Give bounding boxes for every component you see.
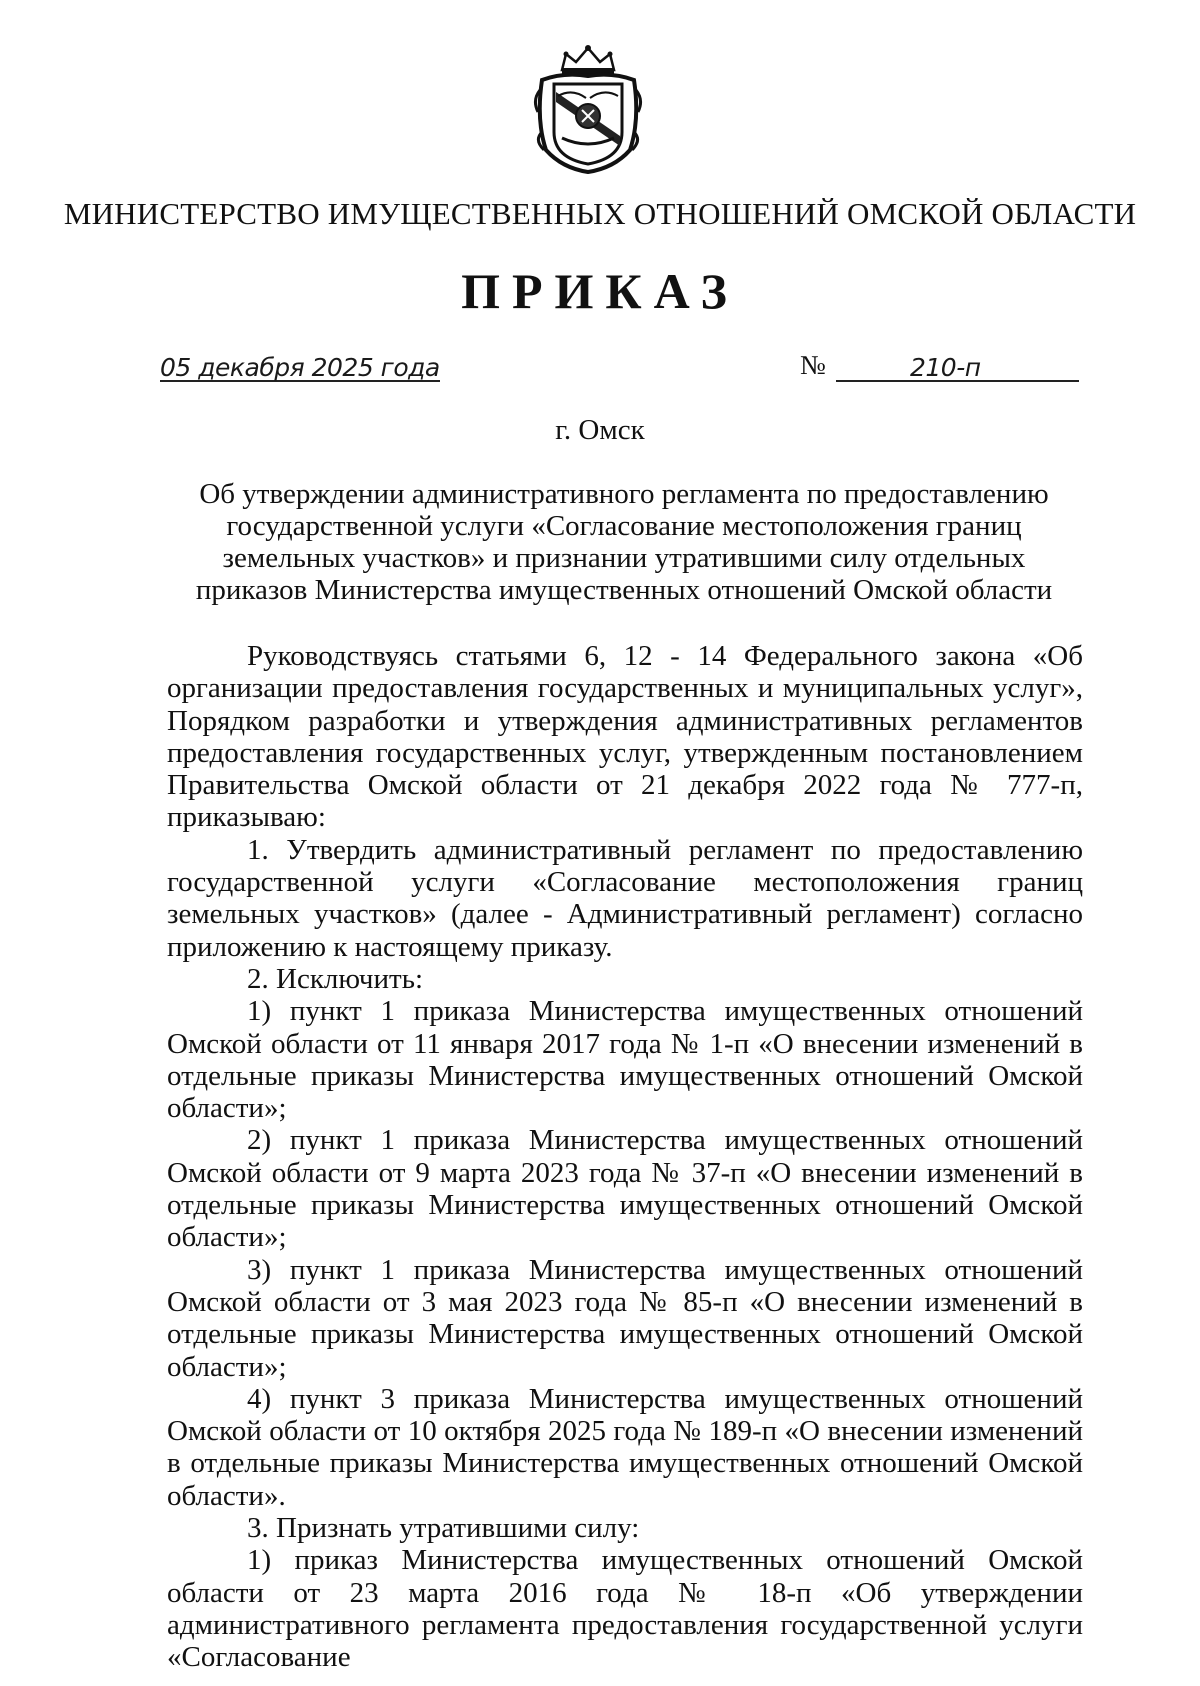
body-paragraph: 3) пункт 1 приказа Министерства имущественных отношений Омской области от 3 мая 2023 года № 85-п «О внесении изменений в отдельные приказы Министерства имущественных отношений Омской области»; [167,1253,1083,1383]
document-title: Об утверждении административного регламента по предоставлению государственной услуги «Согласование местоположения границ земельных участков» и признании утратившими силу отдельных приказов Министерства имущественных отношений Омской области [195,478,1053,606]
body-paragraph: 1) пункт 1 приказа Министерства имущественных отношений Омской области от 11 января 2017 года № 1-п «О внесении изменений в отдельные приказы Министерства имущественных отношений Омской области»; [167,995,1083,1125]
date-field [160,352,440,382]
body-paragraph: 1. Утвердить административный регламент по предоставлению государственной услуги «Согласование местоположения границ земельных участков» (далее - Административный регламент) согласно приложению к настоящему приказу. [167,833,1083,963]
body-paragraph: 4) пункт 3 приказа Министерства имущественных отношений Омской области от 10 октября 2025 года № 189-п «О внесении изменений в отдельные приказы Министерства имущественных отношений Омской области». [167,1382,1083,1512]
body-paragraph: 2) пункт 1 приказа Министерства имущественных отношений Омской области от 9 марта 2023 года № 37-п «О внесении изменений в отдельные приказы Министерства имущественных отношений Омской области»; [167,1124,1083,1254]
body-paragraph: 1) приказ Министерства имущественных отношений Омской области от 23 марта 2016 года № 18-п «Об утверждении административного регламента предоставления государственной услуги «Согласование [167,1544,1083,1674]
document-body [167,640,1083,1674]
handwritten-number: 210-п [910,353,981,382]
document-type-heading: ПРИКАЗ [461,263,739,319]
number-field [836,352,1079,382]
city: г. Омск [555,414,645,446]
ministry-name: МИНИСТЕРСТВО ИМУЩЕСТВЕННЫХ ОТНОШЕНИЙ ОМСКОЙ ОБЛАСТИ [63,196,1137,231]
body-paragraph: Руководствуясь статьями 6, 12 - 14 Федерального закона «Об организации предоставления государственных и муниципальных услуг», Порядком разработки и утверждения административных регламентов предоставления государственных услуг, утвержденным постановлением Правительства Омской области от 21 декабря 2022 года № 777-п, приказываю: [167,640,1083,834]
coat-of-arms-icon [532,40,644,175]
body-paragraph: 2. Исключить: [247,962,423,995]
body-paragraph: 3. Признать утратившими силу: [247,1512,640,1545]
handwritten-date: 05 декабря 2025 года [160,353,440,382]
number-label: № [800,350,826,380]
